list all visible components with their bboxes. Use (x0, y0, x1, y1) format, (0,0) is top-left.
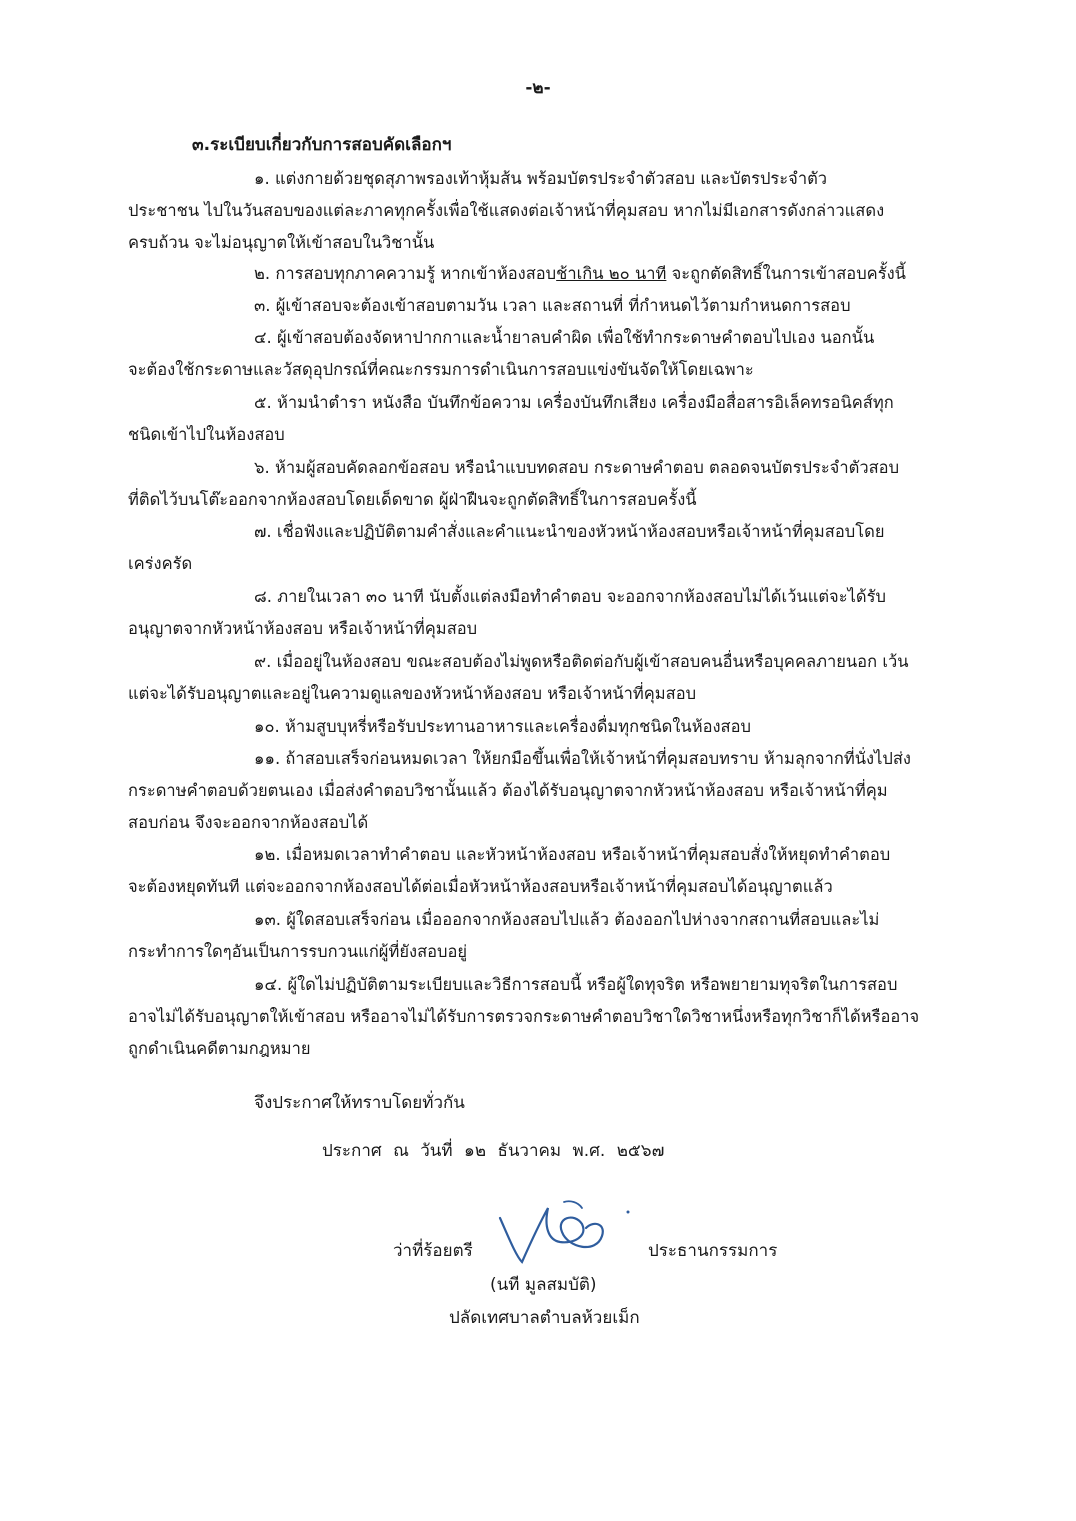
rule-line: กระทำการใดๆอันเป็นการรบกวนแก่ผู้ที่ยังสอบอยู่ (128, 942, 468, 961)
rule-line: ๔. ผู้เข้าสอบต้องจัดหาปากกาและน้ำยาลบคำผิด เพื่อใช้ทำกระดาษคำตอบไปเอง นอกนั้น (254, 328, 875, 347)
rule-item (128, 258, 974, 290)
section-title: ๓.ระเบียบเกี่ยวกับการสอบคัดเลือกฯ (192, 135, 452, 155)
signature-image (478, 1196, 638, 1268)
rule-line: แต่จะได้รับอนุญาตและอยู่ในความดูแลของหัวหน้าห้องสอบ หรือเจ้าหน้าที่คุมสอบ (128, 684, 697, 703)
rule-item (128, 452, 974, 516)
rule-line: กระดาษคำตอบด้วยตนเอง เมื่อส่งคำตอบวิชานั้นแล้ว ต้องได้รับอนุญาตจากหัวหน้าห้องสอบ หรือเจ้าหน้าที่คุม (128, 781, 888, 800)
rule-line: ๑๑. ถ้าสอบเสร็จก่อนหมดเวลา ให้ยกมือขึ้นเพื่อให้เจ้าหน้าที่คุมสอบทราบ ห้ามลุกจากที่นั่งไปส่ง (254, 749, 911, 768)
rule-item (128, 322, 974, 386)
signer-position: ประธานกรรมการ (648, 1241, 778, 1261)
rule-item (128, 711, 974, 743)
rule-item (128, 290, 974, 322)
signer-name: (นที มูลสมบัติ) (490, 1275, 597, 1295)
rule-line: ครบถ้วน จะไม่อนุญาตให้เข้าสอบในวิชานั้น (128, 233, 435, 252)
rule-line (128, 258, 974, 290)
rule-line: ๑. แต่งกายด้วยชุดสุภาพรองเท้าหุ้มส้น พร้อมบัตรประจำตัวสอบ และบัตรประจำตัว (254, 169, 828, 188)
underlined-text: ช้าเกิน ๒๐ นาที (556, 264, 667, 283)
rule-text: จะถูกตัดสิทธิ์ในการเข้าสอบครั้งนี้ (666, 264, 906, 283)
rule-item (128, 516, 974, 580)
rule-line: ๓. ผู้เข้าสอบจะต้องเข้าสอบตามวัน เวลา และสถานที่ ที่กำหนดไว้ตามกำหนดการสอบ (254, 296, 851, 315)
signer-office: ปลัดเทศบาลตำบลห้วยเม็ก (449, 1308, 640, 1328)
rule-line: ที่ติดไว้บนโต๊ะออกจากห้องสอบโดยเด็ดขาด ผู้ฝ่าฝืนจะถูกตัดสิทธิ์ในการสอบครั้งนี้ (128, 490, 697, 509)
rule-item (128, 387, 974, 451)
rule-line: อาจไม่ได้รับอนุญาตให้เข้าสอบ หรืออาจไม่ได้รับการตรวจกระดาษคำตอบวิชาใดวิชาหนึ่งหรือทุกวิชาก็ได้หรืออาจ (128, 1007, 920, 1026)
rule-line: ๘. ภายในเวลา ๓๐ นาที นับตั้งแต่ลงมือทำคำตอบ จะออกจากห้องสอบไม่ได้เว้นแต่จะได้รับ (254, 587, 886, 606)
rule-line: ๙. เมื่ออยู่ในห้องสอบ ขณะสอบต้องไม่พูดหรือติดต่อกับผู้เข้าสอบคนอื่นหรือบุคคลภายนอก เว้น (254, 652, 909, 671)
rule-line: อนุญาตจากหัวหน้าห้องสอบ หรือเจ้าหน้าที่คุมสอบ (128, 619, 478, 638)
rule-line: ชนิดเข้าไปในห้องสอบ (128, 425, 285, 444)
announcement-date: ประกาศ ณ วันที่ ๑๒ ธันวาคม พ.ศ. ๒๕๖๗ (322, 1141, 665, 1161)
rule-line: ๑๐. ห้ามสูบบุหรี่หรือรับประทานอาหารและเครื่องดื่มทุกชนิดในห้องสอบ (254, 717, 751, 736)
rule-item (128, 163, 974, 259)
rule-line: ๕. ห้ามนำตำรา หนังสือ บันทึกข้อความ เครื่องบันทึกเสียง เครื่องมือสื่อสารอิเล็คทรอนิคส์ทุก (254, 393, 894, 412)
rule-item (128, 969, 974, 1065)
rule-item (128, 839, 974, 903)
rule-item (128, 743, 974, 839)
rule-item (128, 581, 974, 645)
rule-line: เคร่งครัด (128, 554, 193, 573)
rule-line: ประชาชน ไปในวันสอบของแต่ละภาคทุกครั้งเพื่อใช้แสดงต่อเจ้าหน้าที่คุมสอบ หากไม่มีเอกสารดังกล่าวแสดง (128, 201, 885, 220)
rule-line: จะต้องหยุดทันที แต่จะออกจากห้องสอบได้ต่อเมื่อหัวหน้าห้องสอบหรือเจ้าหน้าที่คุมสอบได้อนุญาตแล้ว (128, 877, 833, 896)
rule-line: สอบก่อน จึงจะออกจากห้องสอบได้ (128, 813, 369, 832)
signer-rank: ว่าที่ร้อยตรี (393, 1241, 473, 1261)
page-number: -๒- (525, 78, 551, 98)
rule-item (128, 646, 974, 710)
rule-line: ๑๔. ผู้ใดไม่ปฏิบัติตามระเบียบและวิธีการสอบนี้ หรือผู้ใดทุจริต หรือพยายามทุจริตในการสอบ (254, 975, 898, 994)
rule-line: จะต้องใช้กระดาษและวัสดุอุปกรณ์ที่คณะกรรมการดำเนินการสอบแข่งขันจัดให้โดยเฉพาะ (128, 360, 754, 379)
rule-item (128, 904, 974, 968)
rule-text: ๒. การสอบทุกภาคความรู้ หากเข้าห้องสอบ (254, 264, 557, 283)
rule-line: ๖. ห้ามผู้สอบคัดลอกข้อสอบ หรือนำแบบทดสอบ กระดาษคำตอบ ตลอดจนบัตรประจำตัวสอบ (254, 458, 900, 477)
rule-line: ถูกดำเนินคดีตามกฎหมาย (128, 1039, 311, 1058)
rule-line: ๗. เชื่อฟังและปฏิบัติตามคำสั่งและคำแนะนำของหัวหน้าห้องสอบหรือเจ้าหน้าที่คุมสอบโดย (254, 522, 885, 541)
rule-line: ๑๒. เมื่อหมดเวลาทำคำตอบ และหัวหน้าห้องสอบ หรือเจ้าหน้าที่คุมสอบสั่งให้หยุดทำคำตอบ (254, 845, 891, 864)
rule-line: ๑๓. ผู้ใดสอบเสร็จก่อน เมื่อออกจากห้องสอบไปแล้ว ต้องออกไปห่างจากสถานที่สอบและไม่ (254, 910, 880, 929)
closing-statement: จึงประกาศให้ทราบโดยทั่วกัน (254, 1093, 465, 1113)
